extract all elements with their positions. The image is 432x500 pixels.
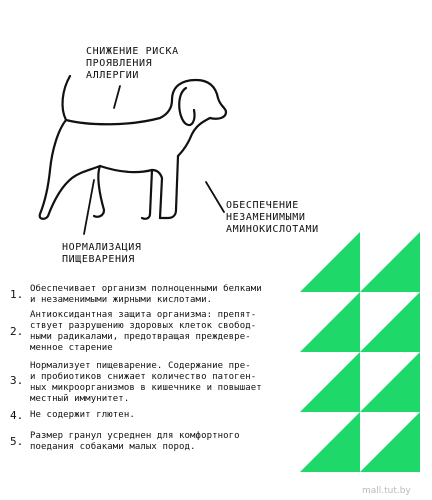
- callout-line: СНИЖЕНИЕ РИСКА: [86, 46, 179, 57]
- item-number: 5.: [10, 435, 24, 448]
- callout-line: НЕЗАМЕНИМЫМИ: [226, 212, 306, 223]
- item-text: Антиоксидантная защита организма: препят- ствует разрушению здоровых клеток свобод- ными радикалами, предотвращая преждевре- менное старение: [30, 310, 257, 353]
- item-number: 3.: [10, 374, 24, 387]
- item-text: Не содержит глютен.: [30, 410, 135, 420]
- callout-line: ОБЕСПЕЧЕНИЕ: [226, 200, 299, 211]
- item-number: 1.: [10, 288, 24, 301]
- callout-line: ПИЩЕВАРЕНИЯ: [62, 254, 135, 265]
- item-text: Нормализует пищеварение. Содержание пре- и пробиотиков снижает количество патоген- ных микроорганизмов в кишечнике и повышает местный иммунитет.: [30, 361, 262, 404]
- item-text: Размер гранул усреднен для комфортного поедания собаками малых пород.: [30, 431, 240, 452]
- item-text: Обеспечивает организм полноценными белками и незаменимыми жирными кислотами.: [30, 284, 262, 305]
- callout-line: НОРМАЛИЗАЦИЯ: [62, 242, 142, 253]
- callout-line: ПРОЯВЛЕНИЯ: [86, 58, 153, 69]
- watermark: mall.tut.by: [362, 486, 411, 496]
- callout-line: АМИНОКИСЛОТАМИ: [226, 224, 319, 235]
- item-number: 2.: [10, 325, 24, 338]
- callout-line: АЛЛЕРГИИ: [86, 70, 139, 81]
- item-number: 4.: [10, 409, 24, 422]
